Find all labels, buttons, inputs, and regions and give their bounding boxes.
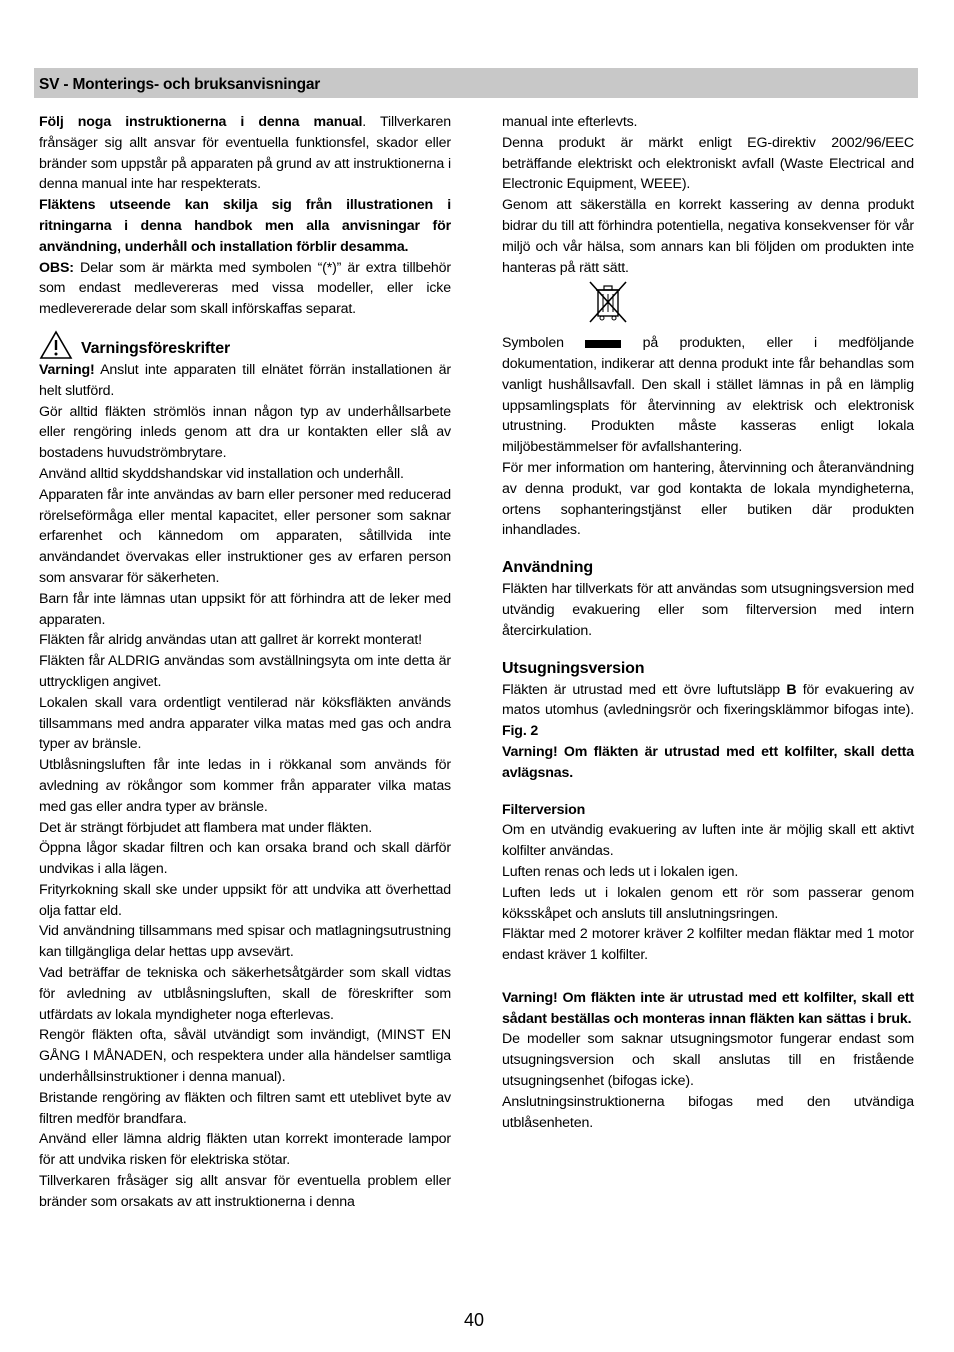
symbol-word: medföljande [838, 335, 914, 352]
extraction-title: Utsugningsversion [502, 659, 645, 677]
black-bar-symbol [585, 340, 621, 348]
filter-warning-text: Varning! Om fläkten inte är utrustad med ett kolfilter, skall ett sådant beställas och monteras innan fläkten kan sättas i bruk. [502, 989, 914, 1027]
warning-text: Anslut inte apparaten till elnätet förrän installationen är helt slutförd. [39, 361, 451, 399]
warning-item: Vid användning tillsammans med spisar och matlagningsutrustning kan tillgängliga delar hettas upp avsevärt. [39, 923, 451, 961]
symbol-line [502, 333, 914, 354]
symbol-explanation: dokumentation, indikerar att denna produkt inte får behandlas som vanligt hushållsavfall. Den skall i stället lämnas in på en lämplig uppsamlingsplats för återvinning av elektrisk och elektronisk utrustning. Produkten måste kasseras enligt lokala miljöbestämmelser för avfallshantering. [502, 355, 914, 456]
warning-item: Använd alltid skyddshandskar vid installation och underhåll. [39, 465, 404, 482]
filter-warning [502, 988, 914, 1030]
symbol-word: eller [766, 335, 793, 352]
filter-text: Om en utvändig evakuering av luften inte är möjlig skall ett aktivt kolfilter användas. [502, 822, 914, 860]
outlet-label: B [786, 681, 797, 698]
figure-reference: Fig. 2 [502, 723, 539, 740]
filter-text: De modeller som saknar utsugningsmotor fungerar endast som utsugningsversion och skall anslutas till en fristående utsugningsenhet (bifogas icke). [502, 1031, 914, 1090]
obs-label: OBS: [39, 259, 74, 276]
weee-directive-text: Denna produkt är märkt enligt EG-direktiv 2002/96/EEC beträffande elektriskt och elektroniskt avfall (Waste Electrical and Electronic Equipment, WEEE). [502, 134, 914, 193]
warning-item: Gör alltid fläkten strömlös innan någon typ av underhållsarbete eller rengöring inleds genom att dra ur kontakten eller slå av bostadens huvudströmbrytare. [39, 403, 451, 462]
filter-title: Filterversion [502, 801, 586, 818]
warning-item: Tillverkaren fråsäger sig allt ansvar för eventuella problem eller bränder som orsakats av att instruktionerna i denna [39, 1173, 451, 1210]
extraction-warning-text: Varning! Om fläkten är utrustad med ett kolfilter, skall detta avlägsnas. [502, 743, 914, 781]
continued-text: manual inte efterlevts. [502, 114, 638, 130]
warning-item: Frityrkokning skall ske under uppsikt för att undvika att överhettad olja fattar eld. [39, 881, 451, 919]
warning-item [39, 360, 451, 402]
extraction-part: Fläkten är utrustad med ett övre luftutsläpp [502, 681, 787, 698]
section-header [34, 68, 918, 98]
filter-text: Fläktar med 2 motorer kräver 2 kolfilter medan fläktar med 1 motor endast kräver 1 kolfilter. [502, 926, 914, 964]
appearance-note [39, 195, 451, 257]
page-number: 40 [464, 1310, 485, 1330]
warning-item: Bristande rengöring av fläkten och filtren samt ett uteblivet byte av filtren medför brandfara. [39, 1089, 451, 1127]
disposal-text: Genom att säkerställa en korrekt kassering av denna produkt bidrar du till att förhindra potentiella, negativa konsekvenser för vår miljö och vår hälsa, som annars kan bli följden om produkten inte hanteras på rätt sätt. [502, 197, 914, 276]
symbol-word: i [813, 335, 817, 352]
warnings-heading [39, 330, 451, 360]
extraction-text [502, 680, 914, 742]
warning-item: Använd eller lämna aldrig fläkten utan korrekt imonterade lampor för att undvika risken för elektriska stötar. [39, 1131, 451, 1169]
warning-item: Fläkten får ALDRIG användas som avställningsyta om inte detta är uttryckligen angivet. [39, 653, 451, 690]
warning-item: Rengör fläkten ofta, såväl utvändigt som invändigt, (MINST EN GÅNG I MÅNADEN, och respektera under alla händelser samtliga underhållsinstruktioner i denna manual). [39, 1027, 451, 1086]
filter-text: Luften renas och leds ut i lokalen igen. [502, 863, 739, 880]
appearance-bold: Fläktens utseende kan skilja sig från illustrationen i ritningarna i denna handbok men alla anvisningar för användning, underhåll och installation förblir desamma. [39, 197, 451, 255]
usage-text: Fläkten har tillverkats för att användas som utsugningsversion med utvändig evakuering eller som filterversion med intern återcirkulation. [502, 581, 914, 639]
crossed-bin-icon [586, 280, 630, 324]
usage-title: Användning [502, 559, 593, 577]
extraction-part: för evakuering av matos utomhus (avledningsrör och fixeringsklämmor bifogas inte). [502, 681, 914, 719]
intro-paragraph [39, 112, 451, 195]
warning-item: Lokalen skall vara ordentligt ventilerad när köksfläkten används tillsammans med andra apparater vilka matas med gas och andra typer av bränsle. [39, 694, 451, 753]
obs-paragraph [39, 258, 451, 320]
symbol-word: produkten, [679, 335, 746, 352]
warnings-title: Varningsföreskrifter [81, 339, 231, 357]
obs-text: Delar som är märkta med symbolen “(*)” är extra tillbehör som endast medlevereras med vissa modeller, eller icke medlevererade delar som skall införskaffas separat. [39, 259, 451, 318]
warning-triangle-icon [39, 330, 73, 360]
warning-item: Utblåsningsluften får inte ledas in i rökkanal som används för avledning av rökångor som kommer från apparater vilka matas med gas eller andra typer av bränsle. [39, 757, 451, 815]
left-column [39, 112, 451, 1213]
warning-item: Öppna lågor skadar filtren och kan orsaka brand och skall därför undvikas i alla lägen. [39, 840, 451, 878]
warning-item: Barn får inte lämnas utan uppsikt för att förhindra att de leker med apparaten. [39, 590, 451, 628]
intro-text: . Tillverkaren frånsäger sig allt ansvar för eventuella funktionsfel, skador eller bränder som uppstår på apparaten på grund av att instruktionerna i denna manual inte har respekterats. [39, 114, 451, 193]
symbol-word: på [642, 335, 659, 352]
warning-item: Vad beträffar de tekniska och säkerhetsåtgärder som skall vidtas för avledning av utblåsningsluften, skall de föreskrifter som utfärdats av lokala myndigheter noga efterlevas. [39, 965, 451, 1023]
filter-text: Anslutningsinstruktionerna bifogas med den utvändiga utblåsenheten. [502, 1093, 914, 1131]
right-column [502, 112, 914, 1133]
warning-item: Fläkten får alridg användas utan att gallret är korrekt monterat! [39, 632, 422, 649]
warning-item: Det är strängt förbjudet att flambera mat under fläkten. [39, 819, 373, 836]
section-title: SV - Monterings- och bruksanvisningar [39, 76, 321, 93]
symbol-word: Symbolen [502, 335, 564, 352]
more-info-text: För mer information om hantering, återvinning och återanvändning av denna produkt, var god kontakta de lokala myndigheterna, ortens sophanteringstjänst eller butiken där produkten inhandlades. [502, 459, 914, 539]
warning-label: Varning! [39, 361, 95, 378]
warning-item: Apparaten får inte användas av barn eller personer med reducerad rörelseförmåga eller mental kapacitet, eller personer som saknar erfarenhet och kännedom om apparaten, såtillvida inte användandet övervakas eller instruktioner ges av erfaren person som ansvarar för säkerheten. [39, 486, 451, 586]
filter-text: Luften leds ut i lokalen genom ett rör som passerar genom köksskåpet och ansluts till anslutningsringen. [502, 884, 914, 922]
intro-bold: Följ noga instruktionerna i denna manual [39, 114, 363, 130]
extraction-warning [502, 742, 914, 784]
